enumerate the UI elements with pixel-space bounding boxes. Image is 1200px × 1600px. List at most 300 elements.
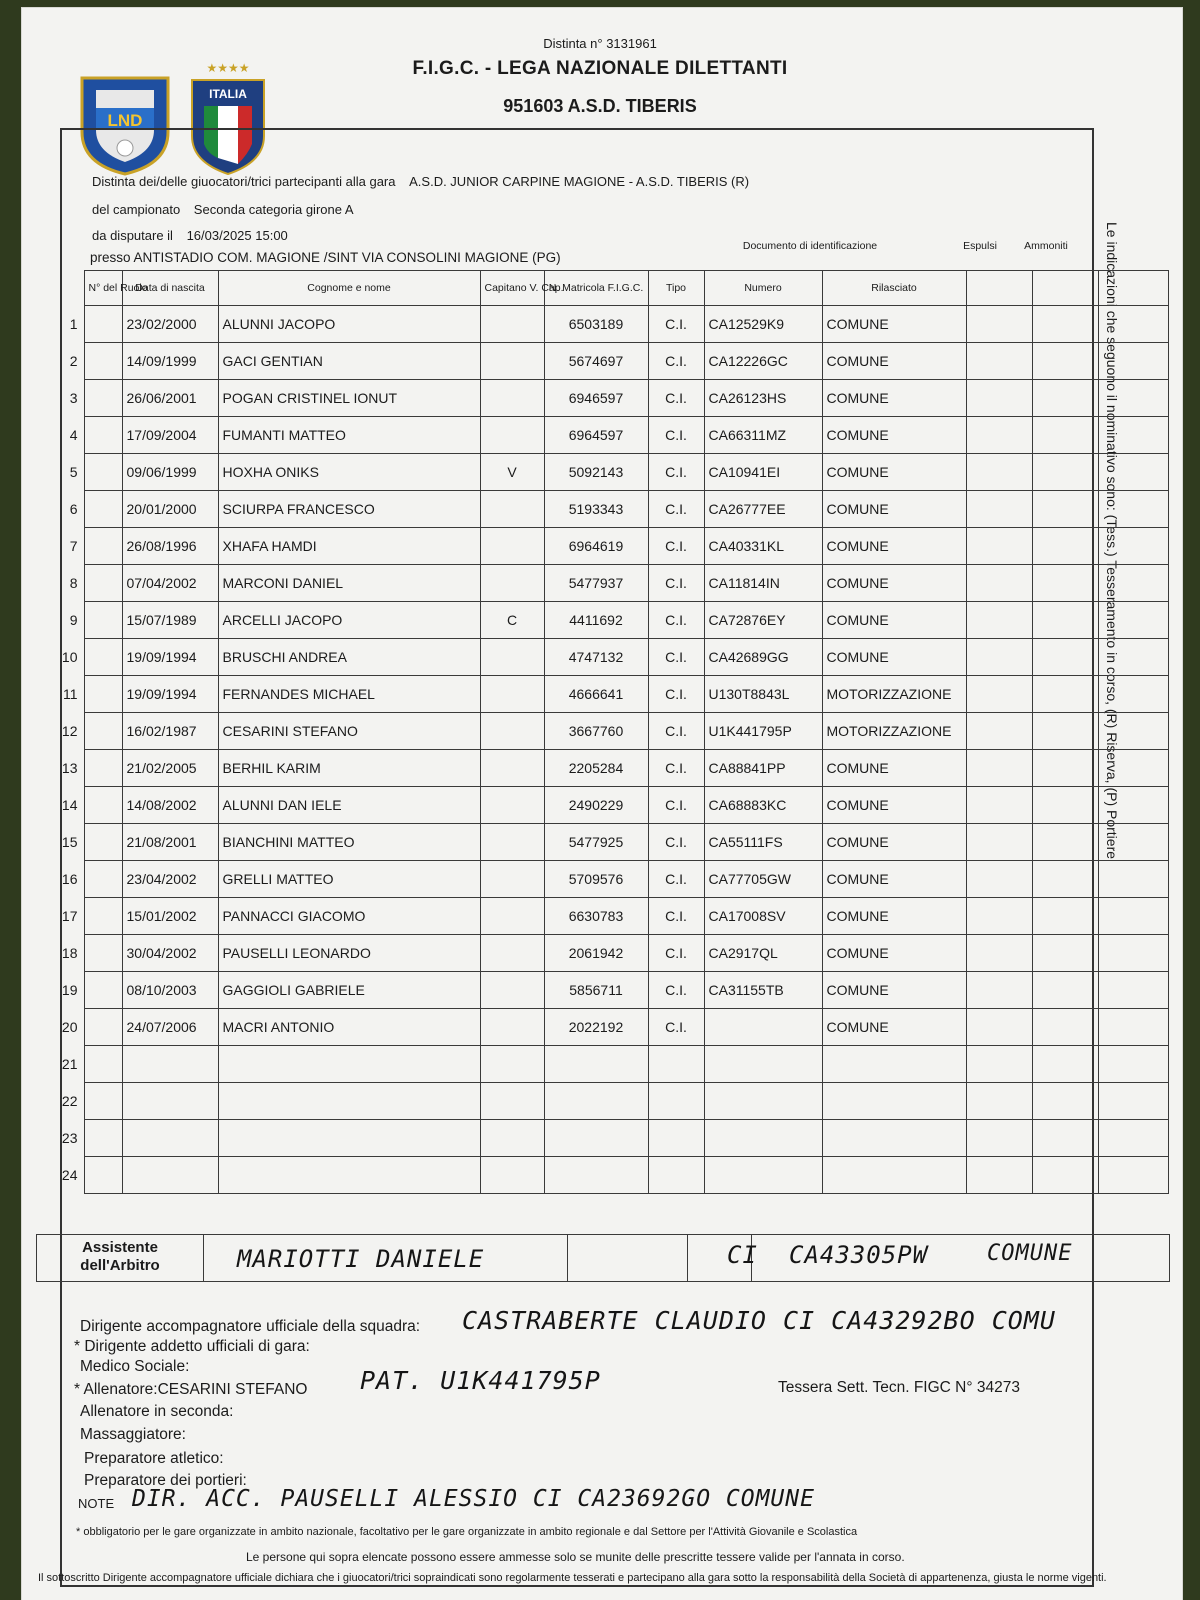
ruolo-cell bbox=[84, 750, 122, 787]
birthdate-cell: 19/09/1994 bbox=[122, 639, 218, 676]
extra-cell bbox=[1098, 972, 1168, 1009]
federation-title: F.I.G.C. - LEGA NAZIONALE DILETTANTI bbox=[412, 58, 788, 79]
birthdate-cell: 23/02/2000 bbox=[122, 306, 218, 343]
matricola-cell: 5477937 bbox=[544, 565, 648, 602]
table-row bbox=[40, 861, 1168, 898]
table-row bbox=[40, 935, 1168, 972]
doc-number-cell: CA66311MZ bbox=[704, 417, 822, 454]
footer-dichiarazione: Il sottoscritto Dirigente accompagnatore ufficiale dichiara che i giuocatori/trici sopraindicati sono regolarmente tesserati e partecipano alla gara sotto la responsabilità della Società di appartenenza, giusta le norme vigenti. bbox=[38, 1572, 1107, 1584]
row-number: 17 bbox=[61, 908, 78, 924]
espulsi-cell bbox=[966, 713, 1032, 750]
captain-cell bbox=[480, 380, 544, 417]
captain-cell: V bbox=[480, 454, 544, 491]
table-row bbox=[40, 972, 1168, 1009]
matricola-cell: 2490229 bbox=[544, 787, 648, 824]
tessera-info: Tessera Sett. Tecn. FIGC N° 34273 bbox=[778, 1379, 1020, 1396]
issued-by-cell: COMUNE bbox=[822, 861, 966, 898]
birthdate-cell: 07/04/2002 bbox=[122, 565, 218, 602]
numero-header: Numero bbox=[704, 271, 822, 306]
assistente-tipo: CI bbox=[727, 1241, 758, 1269]
captain-cell bbox=[480, 824, 544, 861]
ruolo-cell bbox=[84, 491, 122, 528]
players-table bbox=[40, 270, 1169, 1194]
matricola-cell bbox=[544, 1157, 648, 1194]
allenatore-label: * Allenatore:CESARINI STEFANO bbox=[74, 1381, 308, 1398]
doc-number-cell: U130T8843L bbox=[704, 676, 822, 713]
table-row bbox=[40, 824, 1168, 861]
assistente-row bbox=[36, 1234, 1170, 1282]
svg-text:★★★★: ★★★★ bbox=[206, 61, 250, 75]
row-number: 10 bbox=[61, 649, 78, 665]
doc-type-cell: C.I. bbox=[648, 898, 704, 935]
issued-by-cell: COMUNE bbox=[822, 1009, 966, 1046]
doc-type-cell: C.I. bbox=[648, 935, 704, 972]
ruolo-cell bbox=[84, 380, 122, 417]
matricola-cell: 4411692 bbox=[544, 602, 648, 639]
doc-type-cell bbox=[648, 1120, 704, 1157]
doc-type-cell: C.I. bbox=[648, 824, 704, 861]
espulsi-cell bbox=[966, 491, 1032, 528]
espulsi-cell bbox=[966, 380, 1032, 417]
table-row bbox=[40, 898, 1168, 935]
issued-by-cell: COMUNE bbox=[822, 972, 966, 1009]
assistente-numero: CA43305PW bbox=[789, 1241, 929, 1269]
ammoniti-cell bbox=[1032, 935, 1098, 972]
row-number: 11 bbox=[62, 686, 78, 702]
table-row bbox=[40, 417, 1168, 454]
birthdate-cell: 14/09/1999 bbox=[122, 343, 218, 380]
row-number: 24 bbox=[61, 1167, 78, 1183]
ruolo-cell bbox=[84, 676, 122, 713]
dir-add-label: * Dirigente addetto ufficiali di gara: bbox=[74, 1338, 310, 1355]
svg-text:ITALIA: ITALIA bbox=[209, 87, 247, 101]
doc-number-cell: CA12529K9 bbox=[704, 306, 822, 343]
name-cell: MACRI ANTONIO bbox=[218, 1009, 480, 1046]
birthdate-cell bbox=[122, 1046, 218, 1083]
data-label: da disputare il bbox=[92, 228, 173, 243]
row-number: 15 bbox=[61, 834, 78, 850]
svg-text:LND: LND bbox=[107, 111, 143, 130]
ammoniti-cell bbox=[1032, 1046, 1098, 1083]
match-info bbox=[92, 174, 749, 189]
ruolo-cell bbox=[84, 1157, 122, 1194]
issued-by-cell: COMUNE bbox=[822, 380, 966, 417]
table-row bbox=[40, 343, 1168, 380]
name-cell: PANNACCI GIACOMO bbox=[218, 898, 480, 935]
ruolo-cell bbox=[84, 898, 122, 935]
birthdate-cell: 19/09/1994 bbox=[122, 676, 218, 713]
ruolo-cell bbox=[84, 1046, 122, 1083]
birthdate-cell: 14/08/2002 bbox=[122, 787, 218, 824]
doc-type-cell: C.I. bbox=[648, 787, 704, 824]
captain-cell bbox=[480, 787, 544, 824]
name-cell: GAGGIOLI GABRIELE bbox=[218, 972, 480, 1009]
captain-cell bbox=[480, 639, 544, 676]
data-value: 16/03/2025 15:00 bbox=[186, 228, 288, 243]
issued-by-cell: COMUNE bbox=[822, 935, 966, 972]
tipo-header: Tipo bbox=[648, 271, 704, 306]
issued-by-cell bbox=[822, 1157, 966, 1194]
captain-cell bbox=[480, 528, 544, 565]
issued-by-cell: MOTORIZZAZIONE bbox=[822, 713, 966, 750]
doc-type-cell: C.I. bbox=[648, 1009, 704, 1046]
rilasciato-header: Rilasciato bbox=[822, 271, 966, 306]
extra-cell bbox=[1098, 454, 1168, 491]
row-number: 18 bbox=[61, 945, 78, 961]
name-cell bbox=[218, 1046, 480, 1083]
birthdate-cell: 30/04/2002 bbox=[122, 935, 218, 972]
ammoniti-cell bbox=[1032, 972, 1098, 1009]
doc-number-cell: CA77705GW bbox=[704, 861, 822, 898]
issued-by-cell: COMUNE bbox=[822, 306, 966, 343]
ammoniti-col bbox=[1032, 271, 1098, 306]
espulsi-cell bbox=[966, 824, 1032, 861]
massaggiatore-label: Massaggiatore: bbox=[80, 1426, 186, 1443]
birthdate-cell: 21/02/2005 bbox=[122, 750, 218, 787]
name-cell bbox=[218, 1120, 480, 1157]
side-legend-note: Le indicazioni che seguono il nominativo sono: (Tess.) Tesseramento in corso, (R) Riserva, (P) Portiere bbox=[1104, 222, 1120, 860]
documento-header: Documento di identificazione bbox=[742, 240, 878, 252]
espulsi-cell bbox=[966, 454, 1032, 491]
ruolo-cell bbox=[84, 972, 122, 1009]
birthdate-cell: 26/06/2001 bbox=[122, 380, 218, 417]
table-row bbox=[40, 639, 1168, 676]
doc-type-cell: C.I. bbox=[648, 306, 704, 343]
matricola-cell: 5092143 bbox=[544, 454, 648, 491]
issued-by-cell: COMUNE bbox=[822, 898, 966, 935]
espulsi-cell bbox=[966, 1157, 1032, 1194]
row-number: 14 bbox=[61, 797, 78, 813]
capitano-header: Capitano V. Cap. bbox=[480, 271, 544, 306]
espulsi-cell bbox=[966, 306, 1032, 343]
ruolo-cell bbox=[84, 861, 122, 898]
doc-type-cell: C.I. bbox=[648, 676, 704, 713]
ammoniti-cell bbox=[1032, 602, 1098, 639]
name-cell: HOXHA ONIKS bbox=[218, 454, 480, 491]
row-number: 1 bbox=[69, 316, 78, 332]
extra-cell bbox=[1098, 306, 1168, 343]
doc-number-cell: CA40331KL bbox=[704, 528, 822, 565]
doc-number-cell: CA42689GG bbox=[704, 639, 822, 676]
espulsi-cell bbox=[966, 602, 1032, 639]
captain-cell bbox=[480, 676, 544, 713]
doc-number-cell bbox=[704, 1157, 822, 1194]
name-cell: POGAN CRISTINEL IONUT bbox=[218, 380, 480, 417]
captain-cell bbox=[480, 491, 544, 528]
matricola-cell: 4666641 bbox=[544, 676, 648, 713]
matricola-cell: 6630783 bbox=[544, 898, 648, 935]
espulsi-cell bbox=[966, 861, 1032, 898]
doc-number-cell: CA26777EE bbox=[704, 491, 822, 528]
ammoniti-header: Ammoniti bbox=[1024, 240, 1068, 252]
matricola-cell: 6964597 bbox=[544, 417, 648, 454]
doc-number-cell bbox=[704, 1009, 822, 1046]
ruolo-cell bbox=[84, 306, 122, 343]
campionato-info bbox=[92, 202, 354, 217]
extra-cell bbox=[1098, 528, 1168, 565]
doc-type-cell: C.I. bbox=[648, 417, 704, 454]
doc-number-cell: CA11814IN bbox=[704, 565, 822, 602]
doc-number-cell: CA2917QL bbox=[704, 935, 822, 972]
matricola-cell: 2022192 bbox=[544, 1009, 648, 1046]
row-number: 20 bbox=[61, 1019, 78, 1035]
distinta-number: Distinta n° 3131961 bbox=[543, 36, 657, 51]
ruolo-cell bbox=[84, 935, 122, 972]
issued-by-cell: COMUNE bbox=[822, 750, 966, 787]
name-cell: PAUSELLI LEONARDO bbox=[218, 935, 480, 972]
ruolo-cell bbox=[84, 602, 122, 639]
nascita-header: Data di nascita bbox=[122, 271, 218, 306]
doc-number-cell: U1K441795P bbox=[704, 713, 822, 750]
ammoniti-cell bbox=[1032, 343, 1098, 380]
table-row bbox=[40, 787, 1168, 824]
doc-type-cell bbox=[648, 1157, 704, 1194]
ammoniti-cell bbox=[1032, 1009, 1098, 1046]
campionato-value: Seconda categoria girone A bbox=[193, 202, 354, 217]
footer-persone: Le persone qui sopra elencate possono essere ammesse solo se munite delle prescritte tessere valide per l'annata in corso. bbox=[246, 1550, 905, 1564]
issued-by-cell: COMUNE bbox=[822, 491, 966, 528]
doc-type-cell bbox=[648, 1083, 704, 1120]
name-cell: BIANCHINI MATTEO bbox=[218, 824, 480, 861]
ammoniti-cell bbox=[1032, 454, 1098, 491]
doc-number-cell: CA26123HS bbox=[704, 380, 822, 417]
espulsi-col bbox=[966, 271, 1032, 306]
espulsi-cell bbox=[966, 1120, 1032, 1157]
table-row bbox=[40, 750, 1168, 787]
extra-cell bbox=[1098, 861, 1168, 898]
doc-type-cell: C.I. bbox=[648, 454, 704, 491]
birthdate-cell: 09/06/1999 bbox=[122, 454, 218, 491]
ammoniti-cell bbox=[1032, 787, 1098, 824]
doc-type-cell: C.I. bbox=[648, 528, 704, 565]
birthdate-cell: 24/07/2006 bbox=[122, 1009, 218, 1046]
note-handwritten: DIR. ACC. PAUSELLI ALESSIO CI CA23692GO COMUNE bbox=[132, 1486, 815, 1512]
assistente-label: Assistente dell'Arbitro bbox=[80, 1239, 160, 1274]
ruolo-cell bbox=[84, 454, 122, 491]
extra-cell bbox=[1098, 1009, 1168, 1046]
matricola-cell: 6946597 bbox=[544, 380, 648, 417]
espulsi-cell bbox=[966, 787, 1032, 824]
extra-cell bbox=[1098, 417, 1168, 454]
ammoniti-cell bbox=[1032, 1083, 1098, 1120]
dir-acc-label: Dirigente accompagnatore ufficiale della squadra: bbox=[80, 1318, 421, 1335]
captain-cell bbox=[480, 861, 544, 898]
matricola-cell bbox=[544, 1046, 648, 1083]
extra-cell bbox=[1098, 602, 1168, 639]
matricola-cell: 6964619 bbox=[544, 528, 648, 565]
issued-by-cell: COMUNE bbox=[822, 343, 966, 380]
birthdate-cell: 16/02/1987 bbox=[122, 713, 218, 750]
ammoniti-cell bbox=[1032, 528, 1098, 565]
row-number: 3 bbox=[69, 390, 78, 406]
venue-info: presso ANTISTADIO COM. MAGIONE /SINT VIA CONSOLINI MAGIONE (PG) bbox=[90, 250, 561, 265]
seconda-label: Allenatore in seconda: bbox=[80, 1403, 234, 1420]
extra-cell bbox=[1098, 639, 1168, 676]
name-cell: GACI GENTIAN bbox=[218, 343, 480, 380]
footer-obbligatorio: * obbligatorio per le gare organizzate in ambito nazionale, facoltativo per le gare organizzate in ambito regionale e dal Settore per l'Attività Giovanile e Scolastica bbox=[76, 1526, 858, 1538]
espulsi-cell bbox=[966, 343, 1032, 380]
issued-by-cell: COMUNE bbox=[822, 528, 966, 565]
doc-number-cell: CA88841PP bbox=[704, 750, 822, 787]
matricola-cell bbox=[544, 1083, 648, 1120]
espulsi-cell bbox=[966, 898, 1032, 935]
name-cell: XHAFA HAMDI bbox=[218, 528, 480, 565]
ruolo-cell bbox=[84, 343, 122, 380]
extra-cell bbox=[1098, 787, 1168, 824]
table-row bbox=[40, 380, 1168, 417]
birthdate-cell: 15/01/2002 bbox=[122, 898, 218, 935]
ammoniti-cell bbox=[1032, 898, 1098, 935]
matricola-header: N. Matricola F.I.G.C. bbox=[544, 271, 648, 306]
row-number: 2 bbox=[69, 353, 78, 369]
extra-cell bbox=[1098, 935, 1168, 972]
name-cell: FERNANDES MICHAEL bbox=[218, 676, 480, 713]
row-number: 13 bbox=[61, 760, 78, 776]
portieri-label: Preparatore dei portieri: bbox=[84, 1472, 247, 1489]
ruolo-cell bbox=[84, 1009, 122, 1046]
extra-cell bbox=[1098, 713, 1168, 750]
birthdate-cell bbox=[122, 1157, 218, 1194]
captain-cell bbox=[480, 565, 544, 602]
ruolo-cell bbox=[84, 787, 122, 824]
doc-number-cell: CA72876EY bbox=[704, 602, 822, 639]
doc-number-cell: CA55111FS bbox=[704, 824, 822, 861]
espulsi-header: Espulsi bbox=[963, 240, 997, 252]
espulsi-cell bbox=[966, 1046, 1032, 1083]
doc-number-cell bbox=[704, 1046, 822, 1083]
matricola-cell: 5674697 bbox=[544, 343, 648, 380]
birthdate-cell: 26/08/1996 bbox=[122, 528, 218, 565]
name-cell bbox=[218, 1157, 480, 1194]
extra-cell bbox=[1098, 676, 1168, 713]
ruolo-cell bbox=[84, 824, 122, 861]
issued-by-cell: COMUNE bbox=[822, 639, 966, 676]
doc-type-cell bbox=[648, 1046, 704, 1083]
ruolo-cell bbox=[84, 1083, 122, 1120]
row-number: 8 bbox=[69, 575, 78, 591]
matricola-cell: 5856711 bbox=[544, 972, 648, 1009]
extra-cell bbox=[1098, 343, 1168, 380]
ammoniti-cell bbox=[1032, 1120, 1098, 1157]
espulsi-cell bbox=[966, 935, 1032, 972]
ammoniti-cell bbox=[1032, 565, 1098, 602]
row-number: 16 bbox=[61, 871, 78, 887]
captain-cell bbox=[480, 972, 544, 1009]
espulsi-cell bbox=[966, 676, 1032, 713]
doc-type-cell: C.I. bbox=[648, 972, 704, 1009]
gara-label: Distinta dei/delle giuocatori/trici partecipanti alla gara bbox=[92, 174, 396, 189]
ruolo-header: N° del Ruolo bbox=[84, 271, 122, 306]
doc-type-cell: C.I. bbox=[648, 565, 704, 602]
table-row bbox=[40, 454, 1168, 491]
birthdate-cell: 23/04/2002 bbox=[122, 861, 218, 898]
table-row bbox=[40, 602, 1168, 639]
issued-by-cell: COMUNE bbox=[822, 824, 966, 861]
nome-header: Cognome e nome bbox=[218, 271, 480, 306]
captain-cell bbox=[480, 1009, 544, 1046]
captain-cell bbox=[480, 1120, 544, 1157]
table-header-row bbox=[40, 271, 1168, 306]
issued-by-cell bbox=[822, 1083, 966, 1120]
captain-cell bbox=[480, 306, 544, 343]
table-row bbox=[40, 491, 1168, 528]
doc-type-cell: C.I. bbox=[648, 750, 704, 787]
atletico-label: Preparatore atletico: bbox=[84, 1450, 224, 1467]
ruolo-cell bbox=[84, 1120, 122, 1157]
allenatore-handwritten: PAT. U1K441795P bbox=[360, 1366, 601, 1395]
espulsi-cell bbox=[966, 972, 1032, 1009]
birthdate-cell: 17/09/2004 bbox=[122, 417, 218, 454]
birthdate-cell bbox=[122, 1120, 218, 1157]
row-number-header bbox=[40, 271, 84, 306]
matricola-cell: 5477925 bbox=[544, 824, 648, 861]
table-row bbox=[40, 676, 1168, 713]
captain-cell bbox=[480, 898, 544, 935]
name-cell: MARCONI DANIEL bbox=[218, 565, 480, 602]
captain-cell bbox=[480, 343, 544, 380]
doc-number-cell bbox=[704, 1120, 822, 1157]
captain-cell bbox=[480, 417, 544, 454]
birthdate-cell: 20/01/2000 bbox=[122, 491, 218, 528]
birthdate-cell: 21/08/2001 bbox=[122, 824, 218, 861]
matricola-cell: 3667760 bbox=[544, 713, 648, 750]
matricola-cell bbox=[544, 1120, 648, 1157]
doc-type-cell: C.I. bbox=[648, 639, 704, 676]
birthdate-cell: 15/07/1989 bbox=[122, 602, 218, 639]
ammoniti-cell bbox=[1032, 824, 1098, 861]
club-name: 951603 A.S.D. TIBERIS bbox=[503, 96, 697, 116]
matricola-cell: 4747132 bbox=[544, 639, 648, 676]
extra-col bbox=[1098, 271, 1168, 306]
birthdate-cell bbox=[122, 1083, 218, 1120]
doc-number-cell: CA68883KC bbox=[704, 787, 822, 824]
ruolo-cell bbox=[84, 417, 122, 454]
name-cell: FUMANTI MATTEO bbox=[218, 417, 480, 454]
note-label: NOTE bbox=[78, 1496, 115, 1511]
ammoniti-cell bbox=[1032, 380, 1098, 417]
assistente-name: MARIOTTI DANIELE bbox=[237, 1245, 485, 1273]
doc-type-cell: C.I. bbox=[648, 343, 704, 380]
ammoniti-cell bbox=[1032, 713, 1098, 750]
table-row bbox=[40, 713, 1168, 750]
captain-cell bbox=[480, 1083, 544, 1120]
table-row bbox=[40, 528, 1168, 565]
extra-cell bbox=[1098, 491, 1168, 528]
ammoniti-cell bbox=[1032, 861, 1098, 898]
matricola-cell: 5709576 bbox=[544, 861, 648, 898]
doc-number-cell: CA17008SV bbox=[704, 898, 822, 935]
name-cell bbox=[218, 1083, 480, 1120]
matricola-cell: 5193343 bbox=[544, 491, 648, 528]
issued-by-cell: COMUNE bbox=[822, 565, 966, 602]
extra-cell bbox=[1098, 1157, 1168, 1194]
table-row bbox=[40, 1046, 1168, 1083]
espulsi-cell bbox=[966, 417, 1032, 454]
captain-cell bbox=[480, 1157, 544, 1194]
espulsi-cell bbox=[966, 528, 1032, 565]
row-number: 22 bbox=[61, 1093, 78, 1109]
extra-cell bbox=[1098, 380, 1168, 417]
espulsi-cell bbox=[966, 565, 1032, 602]
doc-number-cell: CA12226GC bbox=[704, 343, 822, 380]
row-number: 5 bbox=[69, 464, 78, 480]
doc-type-cell: C.I. bbox=[648, 713, 704, 750]
table-row bbox=[40, 1083, 1168, 1120]
captain-cell bbox=[480, 713, 544, 750]
doc-type-cell: C.I. bbox=[648, 602, 704, 639]
issued-by-cell: COMUNE bbox=[822, 787, 966, 824]
extra-cell bbox=[1098, 824, 1168, 861]
